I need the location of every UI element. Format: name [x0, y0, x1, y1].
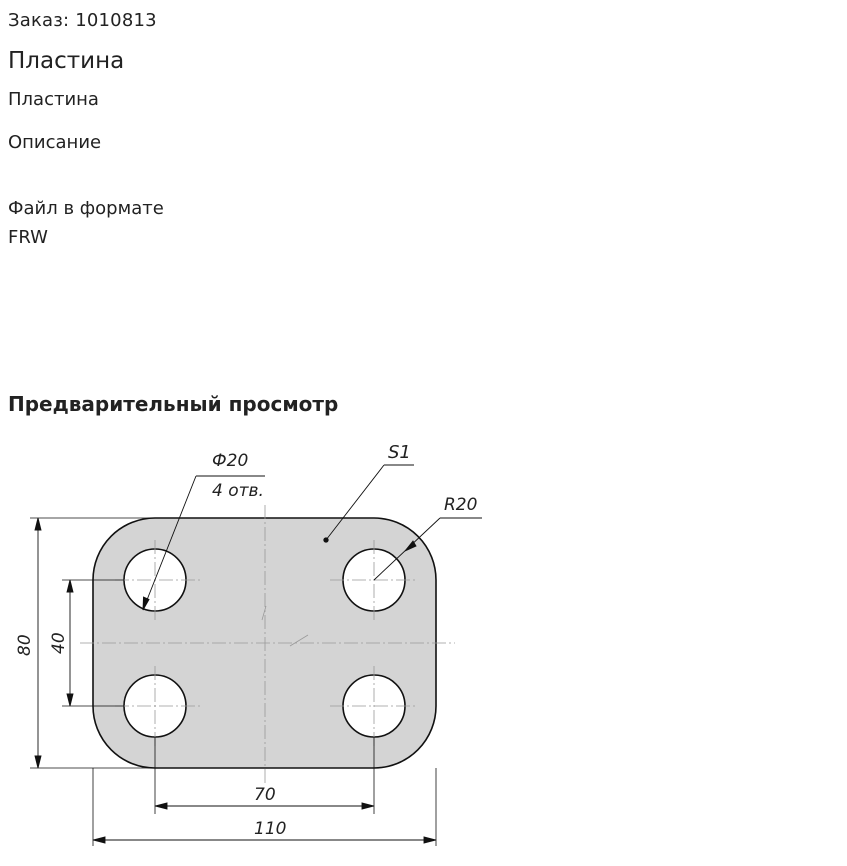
- product-title: Пластина: [8, 48, 125, 74]
- thickness-label: S1: [388, 442, 411, 463]
- width-overall-label: 110: [254, 819, 287, 839]
- corner-radius-label: R20: [444, 495, 478, 515]
- hole-diameter-label: Ф20: [212, 451, 249, 471]
- plate-drawing: [0, 430, 500, 860]
- preview-heading: Предварительный просмотр: [8, 392, 339, 416]
- hole-spacing-vertical-label: 40: [49, 632, 69, 654]
- order-number: Заказ: 1010813: [8, 10, 157, 31]
- height-overall-label: 80: [15, 634, 35, 656]
- product-subtitle: Пластина: [8, 89, 99, 110]
- hole-spacing-horizontal-label: 70: [254, 785, 276, 805]
- description-label: Описание: [8, 132, 102, 153]
- hole-count-label: 4 отв.: [212, 481, 264, 501]
- frw-file-link[interactable]: Файл в формате FRW: [8, 198, 164, 248]
